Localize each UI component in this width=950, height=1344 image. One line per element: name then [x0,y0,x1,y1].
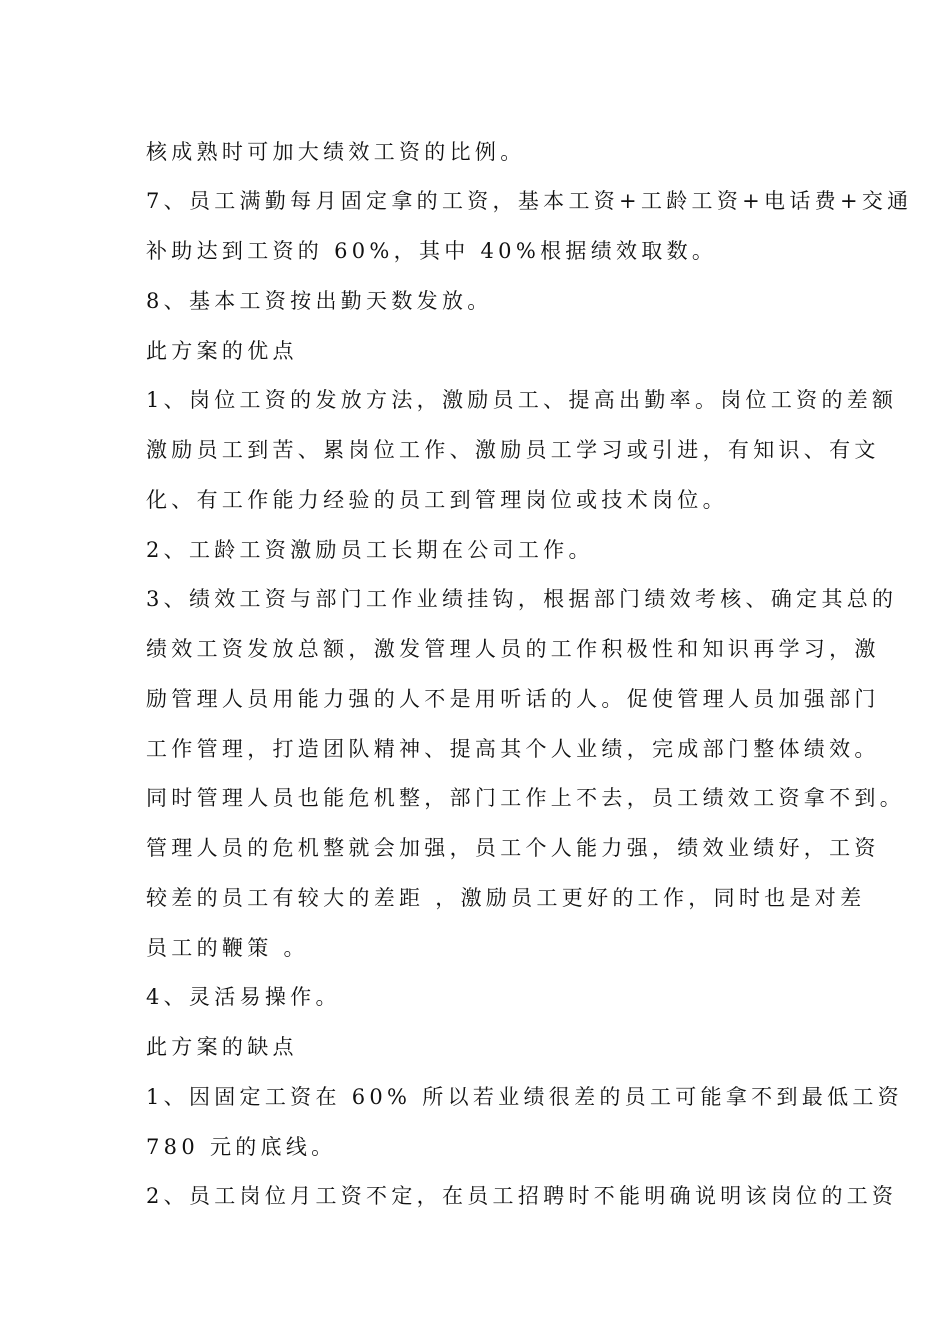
text-line-8: 化、有工作能力经验的员工到管理岗位或技术岗位。 [146,488,728,512]
text-line-1: 核成熟时可加大绩效工资的比例。 [146,140,526,164]
text-line-12: 励管理人员用能力强的人不是用听话的人。促使管理人员加强部门 [146,687,880,711]
text-line-14: 同时管理人员也能危机整，部门工作上不去，员工绩效工资拿不到。 [146,786,905,810]
text-line-18: 4、灵活易操作。 [146,985,341,1009]
section-heading-advantages: 此方案的优点 [146,339,298,363]
text-line-4: 8、基本工资按出勤天数发放。 [146,289,493,313]
text-line-15: 管理人员的危机整就会加强，员工个人能力强，绩效业绩好，工资 [146,836,880,860]
text-line-16: 较差的员工有较大的差距 ，激励员工更好的工作，同时也是对差 [146,886,866,910]
text-line-3: 补助达到工资的 60%，其中 40%根据绩效取数。 [146,239,718,263]
text-line-22: 2、员工岗位月工资不定，在员工招聘时不能明确说明该岗位的工资 [146,1184,898,1208]
text-line-6: 1、岗位工资的发放方法，激励员工、提高出勤率。岗位工资的差额 [146,388,898,412]
section-heading-disadvantages: 此方案的缺点 [146,1035,298,1059]
text-line-10: 3、绩效工资与部门工作业绩挂钩，根据部门绩效考核、确定其总的 [146,587,898,611]
text-line-2: 7、员工满勤每月固定拿的工资，基本工资+工龄工资+电话费+交通 [146,189,913,213]
text-line-21: 780 元的底线。 [146,1135,337,1159]
text-line-7: 激励员工到苦、累岗位工作、激励员工学习或引进，有知识、有文 [146,438,880,462]
text-line-17: 员工的鞭策 。 [146,936,309,960]
text-line-11: 绩效工资发放总额，激发管理人员的工作积极性和知识再学习，激 [146,637,880,661]
text-line-9: 2、工龄工资激励员工长期在公司工作。 [146,538,594,562]
text-line-13: 工作管理，打造团队精神、提高其个人业绩，完成部门整体绩效。 [146,737,880,761]
text-line-20: 1、因固定工资在 60% 所以若业绩很差的员工可能拿不到最低工资 [146,1085,903,1109]
